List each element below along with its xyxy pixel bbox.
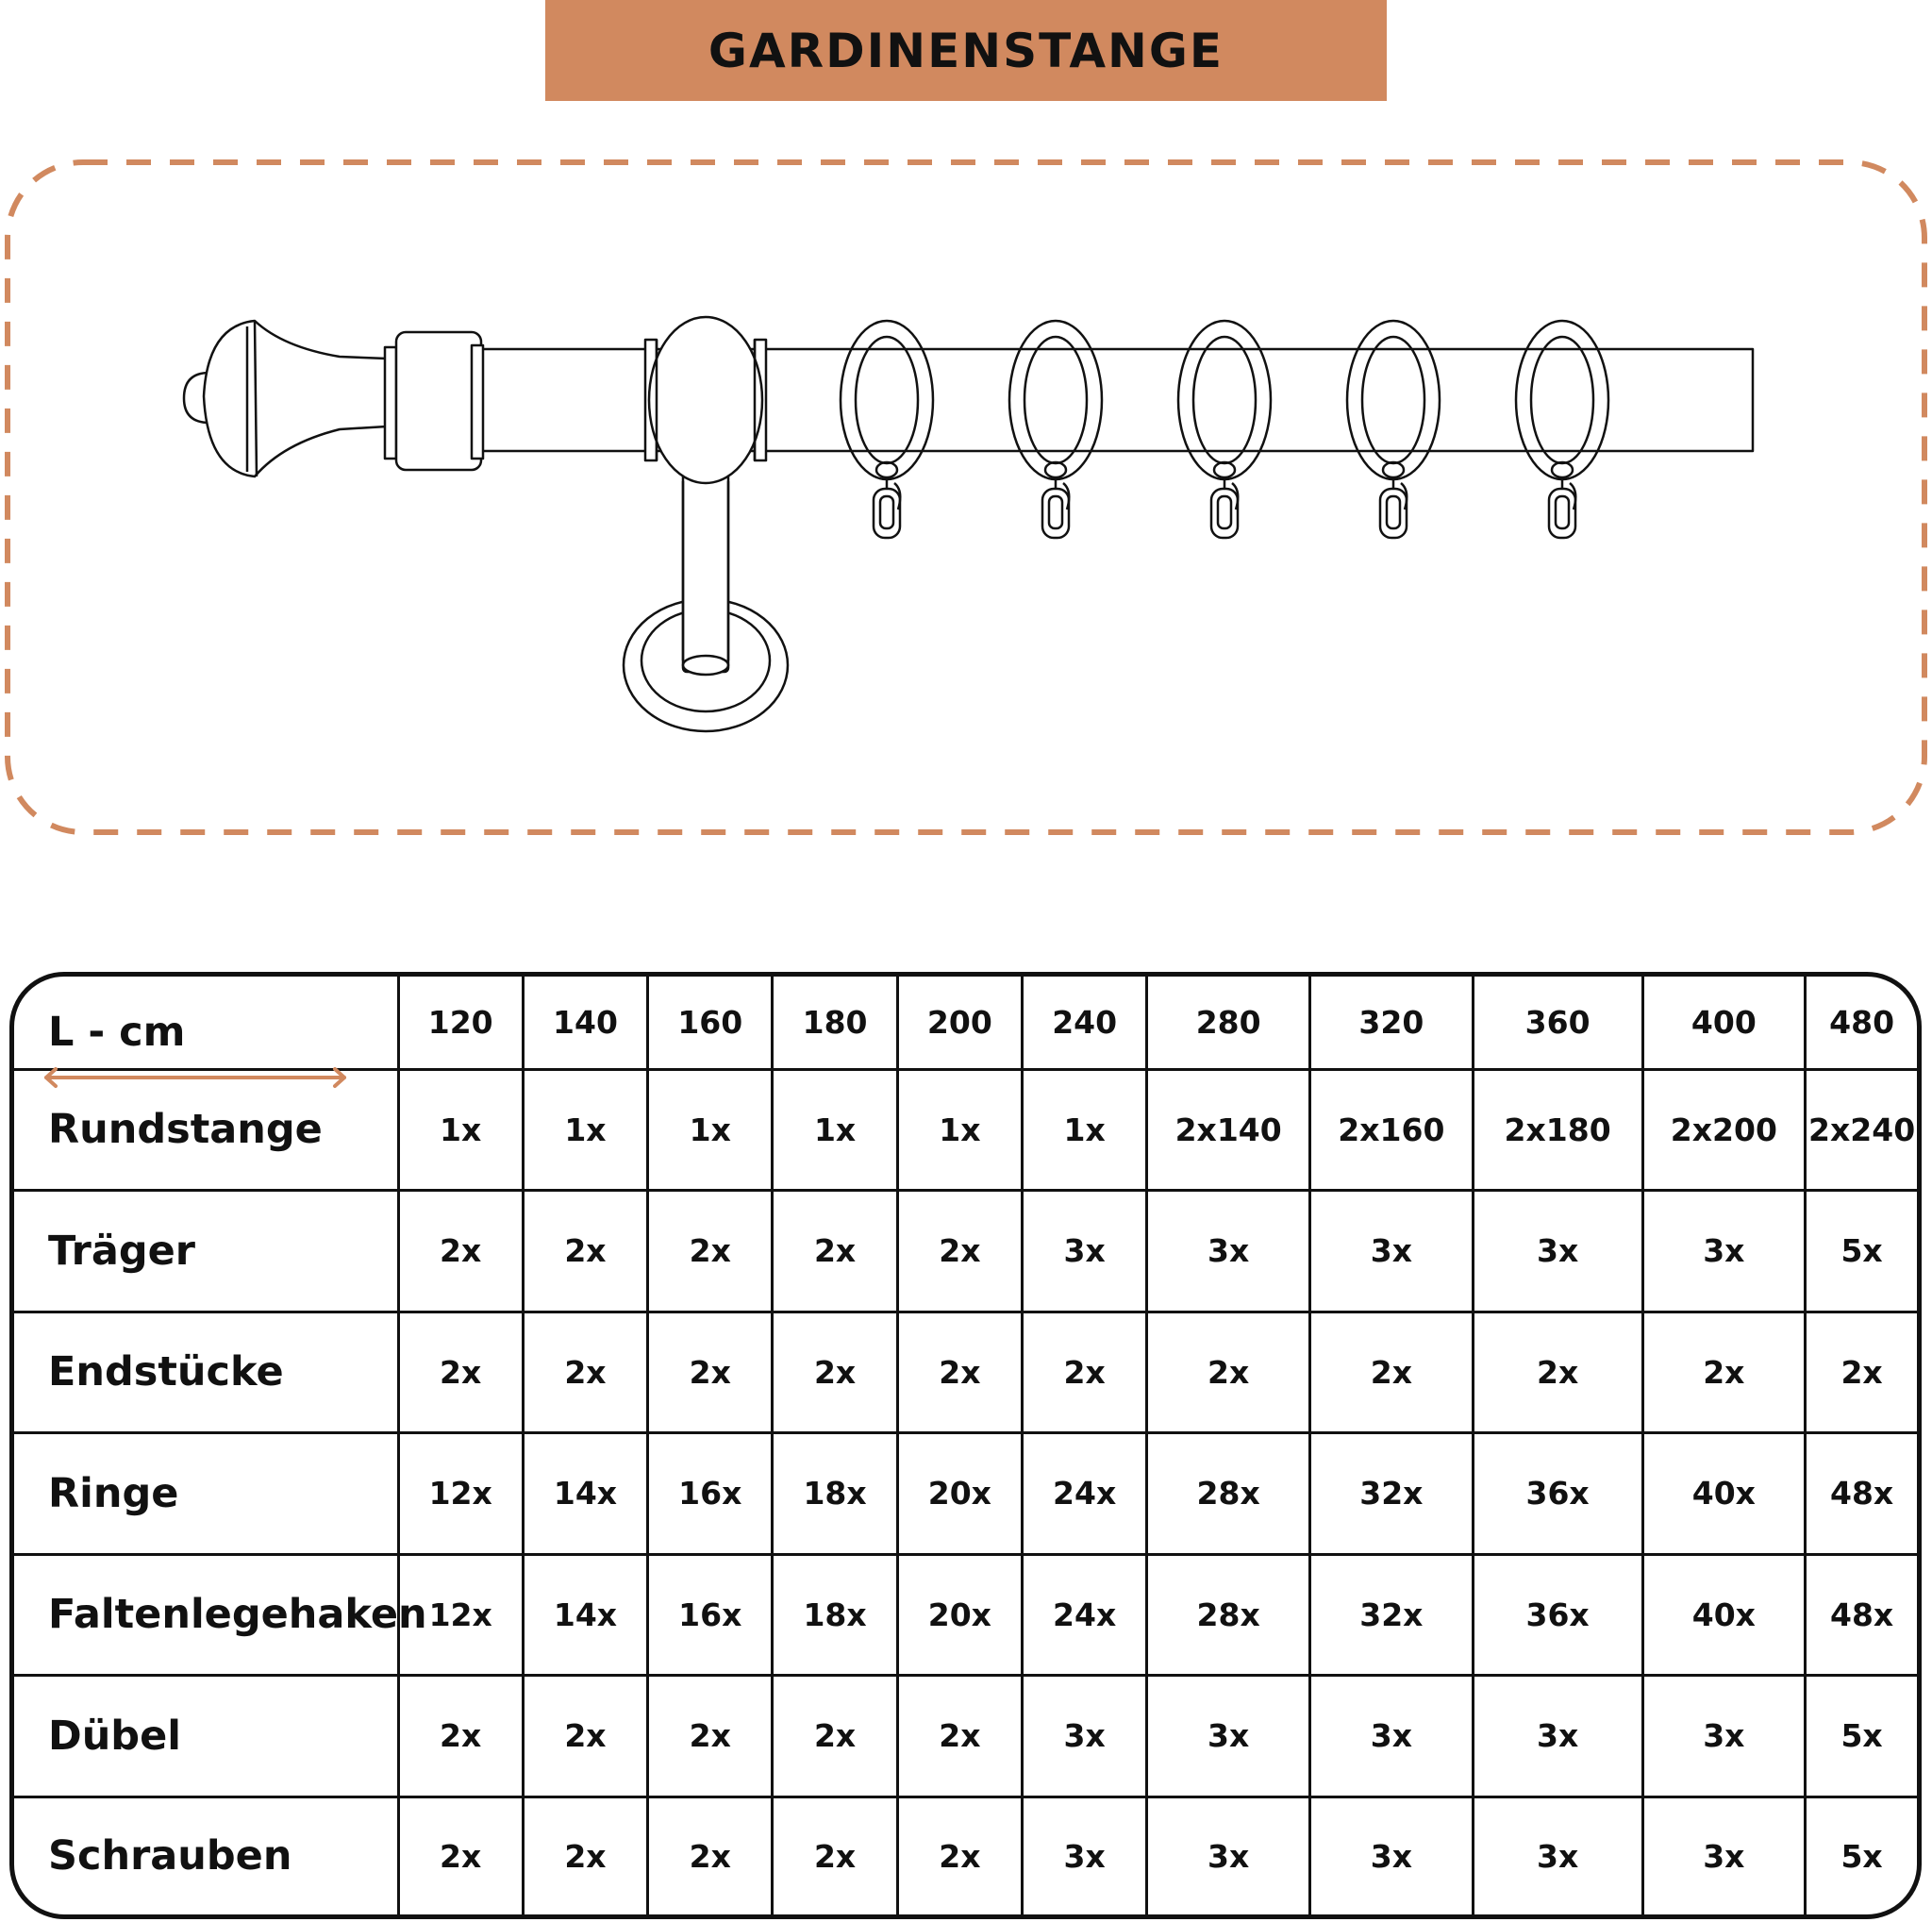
finial-icon xyxy=(184,321,483,476)
glider-hook-icon xyxy=(1380,462,1407,538)
quantity-cell: 3x xyxy=(1023,1191,1147,1312)
quantity-cell: 2x xyxy=(1023,1312,1147,1432)
quantity-cell: 2x xyxy=(1642,1312,1806,1432)
quantity-cell: 2x xyxy=(773,1312,897,1432)
table-header-row xyxy=(14,977,1917,1069)
quantity-cell: 2x xyxy=(1473,1312,1642,1432)
quantity-cell: 2x xyxy=(398,1191,523,1312)
quantity-cell: 2x240 xyxy=(1806,1069,1917,1190)
quantity-cell: 36x xyxy=(1473,1433,1642,1554)
quantity-cell: 3x xyxy=(1310,1191,1474,1312)
quantity-cell: 1x xyxy=(773,1069,897,1190)
quantity-cell: 14x xyxy=(523,1554,647,1675)
quantity-cell: 3x xyxy=(1147,1797,1310,1914)
table-row xyxy=(14,1433,1917,1554)
quantity-cell: 1x xyxy=(897,1069,1022,1190)
quantity-cell: 2x xyxy=(523,1191,647,1312)
quantity-cell: 24x xyxy=(1023,1433,1147,1554)
row-label: Träger xyxy=(14,1191,398,1312)
glider-hook-icon xyxy=(874,462,900,538)
table-row xyxy=(14,1676,1917,1797)
quantity-cell: 18x xyxy=(773,1433,897,1554)
quantity-cell: 1x xyxy=(1023,1069,1147,1190)
quantity-cell: 1x xyxy=(648,1069,773,1190)
quantity-cell: 3x xyxy=(1473,1191,1642,1312)
title-banner xyxy=(545,0,1387,101)
quantity-cell: 40x xyxy=(1642,1554,1806,1675)
quantity-cell: 3x xyxy=(1642,1797,1806,1914)
length-header-200: 200 xyxy=(897,977,1022,1069)
length-header-label: L - cm xyxy=(48,1009,186,1056)
quantity-cell: 12x xyxy=(398,1433,523,1554)
length-header-480: 480 xyxy=(1806,977,1917,1069)
quantity-cell: 5x xyxy=(1806,1797,1917,1914)
quantity-cell: 3x xyxy=(1310,1676,1474,1797)
quantity-cell: 3x xyxy=(1642,1676,1806,1797)
quantity-cell: 2x xyxy=(523,1797,647,1914)
row-label: Schrauben xyxy=(14,1797,398,1914)
quantity-cell: 12x xyxy=(398,1554,523,1675)
quantity-cell: 2x xyxy=(773,1676,897,1797)
quantity-cell: 2x xyxy=(897,1797,1022,1914)
quantity-cell: 2x xyxy=(398,1676,523,1797)
quantity-cell: 1x xyxy=(523,1069,647,1190)
table-row xyxy=(14,1554,1917,1675)
quantity-cell: 2x140 xyxy=(1147,1069,1310,1190)
quantity-cell: 2x180 xyxy=(1473,1069,1642,1190)
quantity-cell: 2x xyxy=(897,1191,1022,1312)
dashed-frame xyxy=(8,162,1924,832)
bracket-icon xyxy=(624,462,788,731)
glider-hook-icon xyxy=(1549,462,1575,538)
quantity-cell: 2x xyxy=(773,1797,897,1914)
quantity-cell: 40x xyxy=(1642,1433,1806,1554)
parts-table xyxy=(9,972,1922,1919)
quantity-cell: 2x xyxy=(648,1797,773,1914)
quantity-cell: 3x xyxy=(1473,1676,1642,1797)
table-row xyxy=(14,1312,1917,1432)
quantity-cell: 2x xyxy=(398,1312,523,1432)
quantity-cell: 3x xyxy=(1642,1191,1806,1312)
page-title: GARDINENSTANGE xyxy=(708,23,1224,78)
quantity-cell: 2x xyxy=(648,1191,773,1312)
quantity-cell: 24x xyxy=(1023,1554,1147,1675)
quantity-cell: 2x xyxy=(897,1676,1022,1797)
length-header-240: 240 xyxy=(1023,977,1147,1069)
glider-hook-icon xyxy=(1211,462,1238,538)
quantity-cell: 16x xyxy=(648,1433,773,1554)
quantity-cell: 28x xyxy=(1147,1433,1310,1554)
length-arrow-icon xyxy=(41,1063,352,1092)
quantity-cell: 2x160 xyxy=(1310,1069,1474,1190)
quantity-cell: 2x xyxy=(648,1676,773,1797)
row-label: Dübel xyxy=(14,1676,398,1797)
length-header-180: 180 xyxy=(773,977,897,1069)
quantity-cell: 2x xyxy=(1806,1312,1917,1432)
length-header-cell xyxy=(14,977,398,1069)
length-header-160: 160 xyxy=(648,977,773,1069)
length-header-400: 400 xyxy=(1642,977,1806,1069)
row-label: Ringe xyxy=(14,1433,398,1554)
quantity-cell: 5x xyxy=(1806,1676,1917,1797)
length-header-280: 280 xyxy=(1147,977,1310,1069)
quantity-cell: 20x xyxy=(897,1433,1022,1554)
quantity-cell: 2x xyxy=(773,1191,897,1312)
quantity-cell: 1x xyxy=(398,1069,523,1190)
row-label: Rundstange xyxy=(14,1069,398,1190)
quantity-cell: 3x xyxy=(1147,1676,1310,1797)
row-label: Faltenlegehaken xyxy=(14,1554,398,1675)
quantity-cell: 16x xyxy=(648,1554,773,1675)
quantity-cell: 2x xyxy=(1310,1312,1474,1432)
bracket-ball-icon xyxy=(645,317,766,483)
quantity-cell: 32x xyxy=(1310,1554,1474,1675)
quantity-cell: 28x xyxy=(1147,1554,1310,1675)
quantity-cell: 32x xyxy=(1310,1433,1474,1554)
row-label: Endstücke xyxy=(14,1312,398,1432)
quantity-cell: 5x xyxy=(1806,1191,1917,1312)
quantity-cell: 2x xyxy=(897,1312,1022,1432)
quantity-cell: 48x xyxy=(1806,1554,1917,1675)
quantity-cell: 14x xyxy=(523,1433,647,1554)
table-row xyxy=(14,1797,1917,1914)
length-header-320: 320 xyxy=(1310,977,1474,1069)
quantity-cell: 3x xyxy=(1310,1797,1474,1914)
quantity-cell: 3x xyxy=(1473,1797,1642,1914)
quantity-cell: 2x xyxy=(398,1797,523,1914)
quantity-cell: 18x xyxy=(773,1554,897,1675)
length-header-360: 360 xyxy=(1473,977,1642,1069)
quantity-cell: 2x xyxy=(648,1312,773,1432)
quantity-cell: 3x xyxy=(1147,1191,1310,1312)
glider-hook-icon xyxy=(1042,462,1069,538)
length-header-120: 120 xyxy=(398,977,523,1069)
table-row xyxy=(14,1191,1917,1312)
quantity-cell: 20x xyxy=(897,1554,1022,1675)
quantity-cell: 2x xyxy=(523,1312,647,1432)
quantity-cell: 2x xyxy=(523,1676,647,1797)
quantity-cell: 3x xyxy=(1023,1676,1147,1797)
quantity-cell: 36x xyxy=(1473,1554,1642,1675)
quantity-cell: 48x xyxy=(1806,1433,1917,1554)
quantity-cell: 3x xyxy=(1023,1797,1147,1914)
quantity-cell: 2x200 xyxy=(1642,1069,1806,1190)
quantity-cell: 2x xyxy=(1147,1312,1310,1432)
curtain-rod-illustration xyxy=(0,151,1932,849)
length-header-140: 140 xyxy=(523,977,647,1069)
